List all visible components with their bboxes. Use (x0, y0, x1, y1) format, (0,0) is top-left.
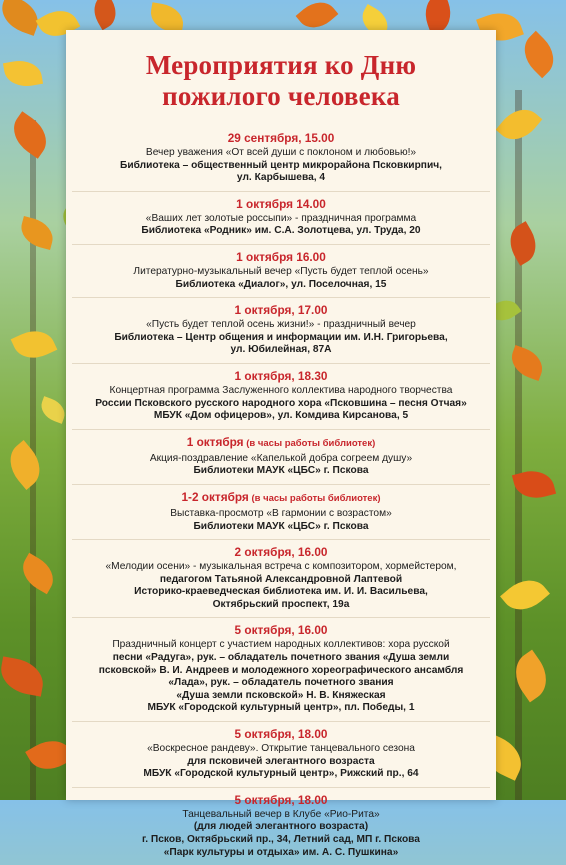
event-detail-line: МБУК «Городской культурный центр», пл. Победы, 1 (147, 702, 415, 714)
leaf-icon (507, 345, 548, 381)
event-detail-line: Библиотеки МАУК «ЦБС» г. Пскова (193, 520, 369, 532)
leaf-icon (16, 553, 61, 594)
event-date-text: 2 октября, 16.00 (234, 545, 328, 560)
event-poster (66, 30, 496, 858)
event-date (76, 623, 486, 637)
leaf-icon (506, 650, 556, 703)
event-item (72, 484, 490, 539)
event-date-text: 1 октября (186, 434, 244, 449)
event-item (72, 617, 490, 721)
event-date (76, 727, 486, 741)
event-date-text: 1-2 октября (181, 489, 249, 504)
event-detail-line: Вечер уважения «От всей души с поклоном и любовью!» (145, 147, 417, 158)
event-date-text: 5 октября, 18.00 (234, 727, 328, 742)
event-detail-line: (для людей элегантного возраста) (193, 821, 369, 833)
title-line-2: пожилого человека (162, 81, 400, 111)
event-detail-line: Библиотека – Центр общения и информации им. И.Н. Григорьева, (114, 331, 448, 343)
leaf-icon (515, 31, 562, 78)
event-detail-line: Литературно-музыкальный вечер «Пусть будет теплой осень» (133, 265, 429, 277)
leaf-icon (0, 0, 44, 36)
event-detail-line: Танцевальный вечер в Клубе «Рио-Рита» (182, 808, 380, 820)
event-detail-line: «Душа земли псковской» Н. В. Княжеская (176, 689, 386, 701)
event-detail-line: Историко-краеведческая библиотека им. И. И. Васильева, (134, 586, 428, 598)
title-line-1: Мероприятия ко Дню (145, 50, 417, 80)
event-detail-line: МБУК «Городской культурный центр», Рижский пр., 64 (143, 768, 419, 780)
event-detail-line: России Псковского русского народного хора «Псковшина – песня Отчая» (95, 397, 467, 409)
event-detail-line: «Пусть будет теплой осень жизни!» - праздничный вечер (146, 319, 416, 331)
event-detail-line: «Ваших лет золотые россыпи» - праздничная программа (145, 212, 417, 224)
event-item (72, 721, 490, 787)
event-date (76, 545, 486, 559)
event-detail-line: Концертная программа Заслуженного коллектива народного творчества (109, 384, 453, 396)
event-item (72, 363, 490, 429)
poster-title (66, 50, 496, 112)
event-item (72, 191, 490, 244)
event-detail-line: псковской» В. И. Андреев и молодежного хореографического ансамбля (98, 664, 464, 676)
event-date-note: (в часы работы библиотек) (248, 492, 381, 504)
event-detail-line: «Мелодии осени» - музыкальная встреча с композитором, хормейстером, (105, 561, 457, 573)
event-detail-line: для псковичей элегантного возраста (187, 755, 375, 767)
event-date (76, 435, 486, 451)
leaf-icon (502, 221, 543, 266)
event-detail-line: Библиотека «Диалог», ул. Поселочная, 15 (175, 278, 387, 290)
events-list (66, 126, 496, 865)
event-detail-line: Праздничный концерт с участием народных коллективов: хора русской (112, 639, 450, 651)
event-detail-line: «Лада», рук. – обладатель почетного звания (168, 677, 394, 689)
event-detail-line: педагогом Татьяной Александровной Лаптевой (159, 573, 403, 585)
event-item (72, 787, 490, 865)
event-date (76, 250, 486, 264)
leaf-icon (5, 111, 55, 159)
event-date (76, 303, 486, 317)
event-detail-line: ул. Юбилейная, 87А (230, 344, 332, 356)
event-item (72, 429, 490, 484)
event-date-text: 5 октября, 16.00 (234, 623, 328, 638)
leaf-icon (37, 396, 68, 424)
event-detail-line: Акция-поздравление «Капелькой добра согреем душу» (149, 452, 413, 464)
leaf-icon (0, 656, 47, 696)
event-date-text: 1 октября 14.00 (236, 196, 326, 211)
event-date (76, 197, 486, 211)
event-detail-line: МБУК «Дом офицеров», ул. Комдива Кирсанова, 5 (153, 410, 409, 422)
event-date (76, 369, 486, 383)
event-date-note: (в часы работы библиотек) (243, 437, 376, 449)
event-detail-line: песни «Радуга», рук. – обладатель почетного звания «Душа земли (112, 652, 450, 664)
event-date (76, 490, 486, 506)
event-detail-line: Библиотека – общественный центр микрорайона Псковкирпич, (120, 159, 442, 171)
event-detail-line: Библиотека «Родник» им. С.А. Золотцева, ул. Труда, 20 (141, 225, 421, 237)
event-detail-line: Октябрьский проспект, 19а (212, 598, 350, 610)
event-date-text: 5 октября, 18.00 (234, 792, 328, 807)
event-date-text: 1 октября, 18.30 (234, 368, 328, 383)
event-detail-line: «Парк культуры и отдыха» им. А. С. Пушкина» (163, 846, 399, 858)
event-item (72, 297, 490, 363)
leaf-icon (17, 216, 57, 250)
leaf-icon (1, 440, 50, 490)
background-tree-trunk (515, 90, 522, 800)
event-date-text: 1 октября, 17.00 (234, 303, 328, 318)
event-item (72, 539, 490, 617)
event-detail-line: г. Псков, Октябрьский пр., 34, Летний сад, МП г. Пскова (142, 834, 420, 845)
event-item (72, 126, 490, 191)
leaf-icon (500, 571, 550, 620)
event-detail-line: Библиотеки МАУК «ЦБС» г. Пскова (193, 465, 369, 477)
event-detail-line: «Воскресное рандеву». Открытие танцевального сезона (147, 743, 415, 755)
leaf-icon (88, 0, 123, 30)
event-item (72, 244, 490, 297)
event-detail-line: Выставка-просмотр «В гармонии с возрастом» (170, 507, 392, 519)
leaf-icon (3, 57, 43, 90)
event-date (76, 131, 486, 145)
event-date-text: 1 октября 16.00 (236, 249, 326, 264)
event-detail-line: ул. Карбышева, 4 (236, 172, 326, 184)
event-date-text: 29 сентября, 15.00 (227, 131, 335, 145)
